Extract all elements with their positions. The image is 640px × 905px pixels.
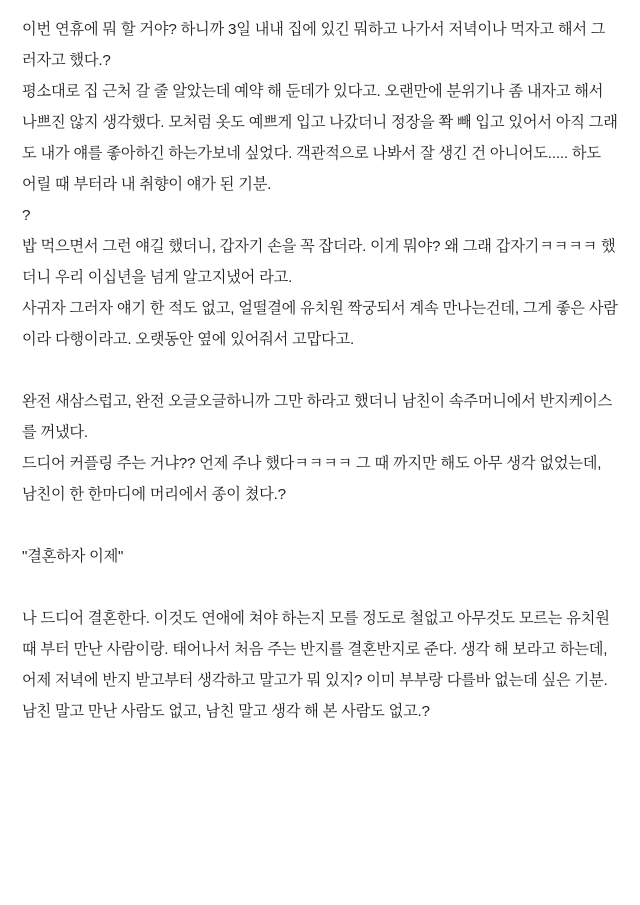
paragraph-spacer xyxy=(22,572,618,603)
document-body xyxy=(22,14,618,727)
paragraph: 밥 먹으면서 그런 얘길 했더니, 갑자기 손을 꼭 잡더라. 이게 뭐야? 왜 그래 갑자기ㅋㅋㅋㅋ 했더니 우리 이십년을 넘게 알고지냈어 라고. xyxy=(22,238,616,286)
paragraph-spacer xyxy=(22,510,618,541)
paragraph: 사귀자 그러자 얘기 한 적도 없고, 얼떨결에 유치원 짝궁되서 계속 만나는건데, 그게 좋은 사람이라 다행이라고. 오랫동안 옆에 있어줘서 고맙다고. xyxy=(22,300,618,348)
paragraph: 평소대로 집 근처 갈 줄 알았는데 예약 해 둔데가 있다고. 오랜만에 분위기나 좀 내자고 해서 나쁘진 않지 생각했다. 모처럼 옷도 예쁘게 입고 나갔더니 정장을 쫙 빼 입고 있어서 아직 그래도 내가 얘를 좋아하긴 하는가보네 싶었다. 객관적으로 나봐서 잘 생긴 건 아니어도..... 하도 어릴 때 부터라 내 취향이 얘가 된 기분. xyxy=(22,83,618,193)
paragraph: 드디어 커플링 주는 거냐?? 언제 주나 했다ㅋㅋㅋㅋ 그 때 까지만 해도 아무 생각 없었는데, 남친이 한 한마디에 머리에서 종이 쳤다.? xyxy=(22,455,606,503)
paragraph: 완전 새삼스럽고, 완전 오글오글하니까 그만 하라고 했더니 남친이 속주머니에서 반지케이스를 꺼냈다. xyxy=(22,393,613,441)
paragraph-spacer xyxy=(22,355,618,386)
paragraph: 나 드디어 결혼한다. 이것도 연애에 쳐야 하는지 모를 정도로 철없고 아무것도 모르는 유치원때 부터 만난 사람이랑. 태어나서 처음 주는 반지를 결혼반지로 준다. 생각 해 보라고 하는데, 어제 저녁에 반지 받고부터 생각하고 말고가 뭐 있지? 이미 부부랑 다를바 없는데 싶은 기분. 남친 말고 만난 사람도 없고, 남친 말고 생각 해 본 사람도 없고.? xyxy=(22,610,612,720)
quoted-line: "결혼하자 이제" xyxy=(22,548,124,565)
paragraph: ? xyxy=(22,207,31,224)
paragraph: 이번 연휴에 뭐 할 거야? 하니까 3일 내내 집에 있긴 뭐하고 나가서 저녁이나 먹자고 해서 그러자고 했다.? xyxy=(22,21,606,69)
